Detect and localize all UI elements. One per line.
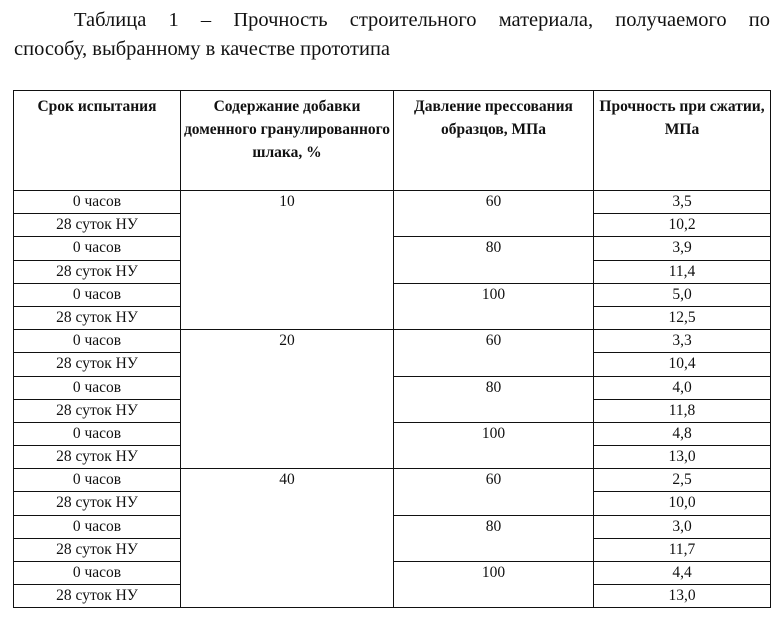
cell-test-period: 0 часов — [14, 376, 181, 399]
caption-line-1: Таблица 1 – Прочность строительного материала, получаемого по — [74, 9, 770, 31]
cell-test-period: 28 суток НУ — [14, 353, 181, 376]
cell-test-period: 28 суток НУ — [14, 538, 181, 561]
header-row — [14, 91, 771, 191]
cell-pressing-pressure: 100 — [394, 422, 594, 468]
cell-compressive-strength: 10,4 — [594, 353, 771, 376]
cell-compressive-strength: 5,0 — [594, 283, 771, 306]
cell-compressive-strength: 10,2 — [594, 214, 771, 237]
cell-test-period: 0 часов — [14, 469, 181, 492]
cell-slag-content: 20 — [181, 330, 394, 469]
cell-test-period: 0 часов — [14, 515, 181, 538]
cell-compressive-strength: 11,8 — [594, 399, 771, 422]
table-row — [14, 469, 771, 492]
cell-test-period: 28 суток НУ — [14, 306, 181, 329]
cell-compressive-strength: 11,7 — [594, 538, 771, 561]
strength-table — [13, 90, 771, 608]
cell-compressive-strength: 4,4 — [594, 562, 771, 585]
header-test-period: Срок испытания — [14, 91, 181, 191]
cell-pressing-pressure: 100 — [394, 562, 594, 608]
cell-compressive-strength: 3,3 — [594, 330, 771, 353]
table-body — [14, 191, 771, 608]
cell-compressive-strength: 13,0 — [594, 585, 771, 608]
cell-test-period: 0 часов — [14, 237, 181, 260]
cell-slag-content: 40 — [181, 469, 394, 608]
table-row — [14, 330, 771, 353]
cell-pressing-pressure: 80 — [394, 515, 594, 561]
cell-pressing-pressure: 60 — [394, 469, 594, 515]
cell-test-period: 28 суток НУ — [14, 399, 181, 422]
cell-compressive-strength: 11,4 — [594, 260, 771, 283]
caption-line-2: способу, выбранному в качестве прототипа — [14, 38, 391, 60]
cell-compressive-strength: 3,5 — [594, 191, 771, 214]
cell-compressive-strength: 2,5 — [594, 469, 771, 492]
cell-test-period: 0 часов — [14, 422, 181, 445]
cell-slag-content: 10 — [181, 191, 394, 330]
cell-pressing-pressure: 80 — [394, 376, 594, 422]
cell-compressive-strength: 3,9 — [594, 237, 771, 260]
cell-pressing-pressure: 100 — [394, 283, 594, 329]
cell-test-period: 28 суток НУ — [14, 492, 181, 515]
cell-test-period: 0 часов — [14, 283, 181, 306]
cell-compressive-strength: 4,0 — [594, 376, 771, 399]
cell-test-period: 28 суток НУ — [14, 214, 181, 237]
cell-compressive-strength: 13,0 — [594, 446, 771, 469]
cell-test-period: 28 суток НУ — [14, 446, 181, 469]
cell-compressive-strength: 12,5 — [594, 306, 771, 329]
cell-pressing-pressure: 60 — [394, 191, 594, 237]
cell-test-period: 28 суток НУ — [14, 260, 181, 283]
cell-compressive-strength: 3,0 — [594, 515, 771, 538]
table-caption — [14, 6, 770, 64]
cell-pressing-pressure: 60 — [394, 330, 594, 376]
cell-test-period: 0 часов — [14, 191, 181, 214]
cell-test-period: 0 часов — [14, 330, 181, 353]
cell-test-period: 0 часов — [14, 562, 181, 585]
cell-pressing-pressure: 80 — [394, 237, 594, 283]
cell-compressive-strength: 4,8 — [594, 422, 771, 445]
header-slag-content: Содержание добавки доменного гранулированного шлака, % — [181, 91, 394, 191]
table-row — [14, 191, 771, 214]
header-compressive-strength: Прочность при сжатии, МПа — [594, 91, 771, 191]
cell-compressive-strength: 10,0 — [594, 492, 771, 515]
header-pressing-pressure: Давление прессования образцов, МПа — [394, 91, 594, 191]
cell-test-period: 28 суток НУ — [14, 585, 181, 608]
